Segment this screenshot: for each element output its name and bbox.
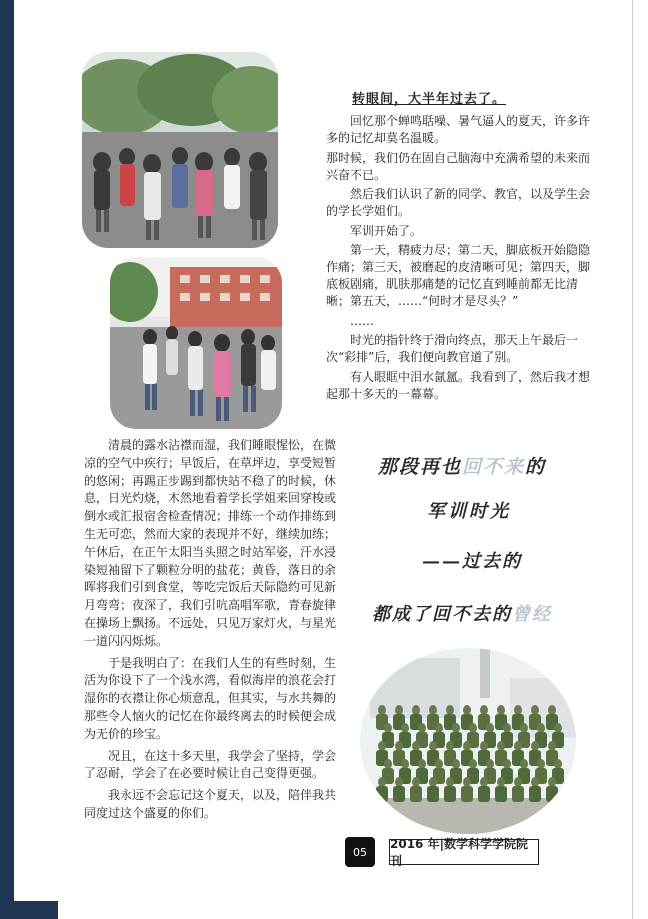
- calligraphy-line-1: 那段再也回不来的: [378, 456, 547, 478]
- page-number: 05: [345, 837, 375, 867]
- left-paragraph: 我永远不会忘记这个夏天，以及，陪伴我共同度过这个盛夏的你们。: [84, 788, 337, 820]
- right-paragraph: 军训开始了。: [350, 224, 423, 238]
- walking-students-photo: [110, 257, 282, 429]
- right-paragraph: 回忆那个蝉鸣聒噪、暑气逼人的夏天，许多许多的记忆却莫名温暖。: [326, 114, 591, 145]
- left-paragraph: 清晨的露水沾襟而湿，我们睡眼惺忪，在微凉的空气中疾行；早饭后，在草坪边，享受短暂的悠闲；再踢正步踢到都快站不稳了的时候，休息，日光灼烧，木然地看着学长学姐来回穿梭或倒水或汇报宿舍检查情况；排练一个动作排练到生无可恋，然而大家的表现并不好，继续加练；午休后，在正午太阳当头照之时站军姿，汗水浸染短袖留下了颗粒分明的盐花；黄昏，落日的余晖将我们引到食堂，等吃完饭后天际隐约可见新月弯弯；夜深了，我们引吭高唱军歌，青春旋律在操场上飘扬。不远处，只见万家灯火，与星光一道闪闪烁烁。: [84, 438, 337, 648]
- right-paragraph: ……: [350, 314, 374, 328]
- right-paragraph: 那时候，我们仍在固自己脑海中充满希望的未来而兴奋不已。: [326, 151, 591, 182]
- right-paragraph: 时光的指针终于滑向终点，那天上午最后一次“彩排”后，我们便向教官道了别。: [326, 333, 579, 364]
- right-paragraph: 有人眼眶中泪水氤氲。我看到了，然后我才想起那十多天的一幕幕。: [326, 370, 591, 401]
- left-paragraph: 况且，在这十多天里，我学会了坚持，学会了忍耐，学会了在必要时候让自己变得更强。: [84, 748, 337, 781]
- journal-title: 2016 年|数学科学学院院刊: [389, 839, 539, 865]
- bottom-edge-bar: [0, 901, 58, 919]
- left-paragraph: 于是我明白了：在我们人生的有些时刻，生活为你设下了一个浅水湾，看似海岸的浪花会打湿你的衣襟让你心烦意乱，但其实，与水共舞的那些令人恼火的记忆在你最终离去的时候便会成为无价的珍宝。: [84, 655, 337, 741]
- right-paragraph: 第一天，精疲力尽；第二天，脚底板开始隐隐作痛；第三天，被磨起的皮清晰可见；第四天，脚底板剧痛，肌肤那痛楚的记忆直到睡前都无比清晰；第五天，……“何时才是尽头？”: [326, 243, 591, 308]
- right-column-text: [326, 113, 600, 406]
- right-edge-line: [632, 0, 633, 919]
- crowd-photo: [82, 52, 278, 248]
- group-photo: [360, 648, 576, 834]
- calligraphy-line-4: 都成了回不去的曾经: [372, 604, 552, 625]
- left-edge-bar: [0, 0, 14, 919]
- right-paragraph: 然后我们认识了新的同学、教官，以及学生会的学长学姐们。: [326, 187, 591, 218]
- left-column-text: [84, 437, 340, 827]
- article-heading: 转眼间，大半年过去了。: [352, 92, 507, 107]
- calligraphy-line-3: ——过去的: [422, 551, 522, 572]
- calligraphy-line-2: 军训时光: [427, 501, 511, 522]
